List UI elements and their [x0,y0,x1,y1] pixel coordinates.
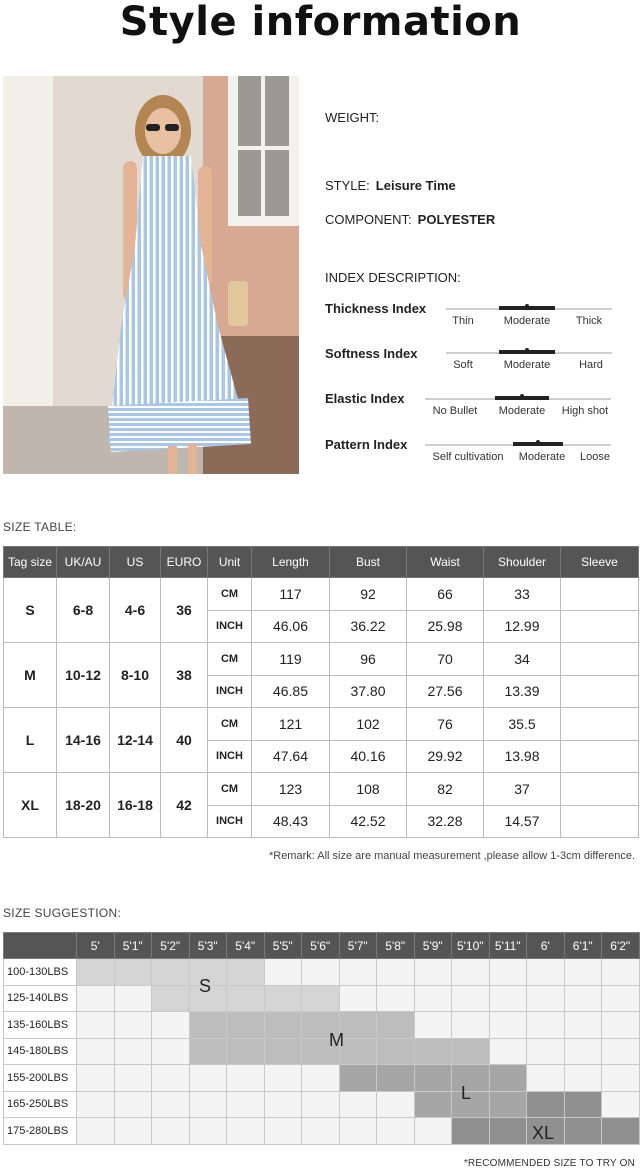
elastic-index-scale [425,394,611,416]
suggestion-cell [452,1012,490,1039]
suggestion-cell-s [264,985,302,1012]
length-cell: 47.64 [252,740,330,773]
sleeve-cell [561,610,639,643]
thickness-index-scale [446,304,612,326]
suggestion-cell [527,985,565,1012]
suggestion-cell [227,1091,265,1118]
suggestion-cell-m [264,1012,302,1039]
size-table [3,546,639,838]
weight-row [4,1038,640,1065]
weight-label: WEIGHT: [325,110,380,125]
height-header: 5'1" [114,933,152,959]
suggestion-cell-xl [602,1118,640,1145]
suggestion-cell-s [227,985,265,1012]
size-remark: *Remark: All size are manual measurement ,please allow 1-3cm difference. [268,850,635,862]
weight-row [4,1065,640,1092]
suggestion-cell [527,1065,565,1092]
suggestion-cell [114,1012,152,1039]
suggestion-cell [114,1118,152,1145]
table-row [4,773,639,806]
height-header: 6'2" [602,933,640,959]
suggestion-cell [377,959,415,986]
uk-au-cell: 6-8 [57,578,110,643]
height-header: 5'9" [414,933,452,959]
scale-label: No Bullet [432,405,478,417]
product-photo [3,76,299,474]
weight-label: 125-140LBS [4,985,77,1012]
uk-au-cell: 18-20 [57,773,110,838]
scale-label: Thin [452,315,474,327]
us-cell: 8-10 [110,643,161,708]
shoulder-cell: 33 [484,578,561,611]
suggestion-cell [77,1091,115,1118]
height-header: 6'1" [564,933,602,959]
suggestion-cell [264,1118,302,1145]
suggestion-cell [189,1118,227,1145]
suggestion-cell-xl [527,1091,565,1118]
scale-label: Loose [580,451,610,463]
bust-cell: 42.52 [330,805,407,838]
suggestion-cell [602,1038,640,1065]
suggestion-cell-m [189,1038,227,1065]
unit-cell: INCH [208,610,252,643]
length-cell: 121 [252,708,330,741]
sleeve-cell [561,708,639,741]
weight-row [4,1012,640,1039]
weight-label: 135-160LBS [4,1012,77,1039]
scale-label: Soft [453,359,473,371]
unit-cell: INCH [208,740,252,773]
suggestion-cell-xl [452,1118,490,1145]
suggestion-cell-l [489,1065,527,1092]
suggestion-cell [264,1065,302,1092]
bust-cell: 36.22 [330,610,407,643]
uk-au-cell: 14-16 [57,708,110,773]
waist-cell: 32.28 [407,805,484,838]
shoulder-cell: 34 [484,643,561,676]
unit-cell: INCH [208,805,252,838]
suggestion-cell [527,1038,565,1065]
suggestion-cell [414,985,452,1012]
bust-cell: 102 [330,708,407,741]
thickness-index-marker [499,306,555,310]
thickness-index-label: Thickness Index [325,301,427,316]
scale-label: Moderate [503,359,551,371]
shoulder-cell: 13.39 [484,675,561,708]
tag-size-cell: M [4,643,57,708]
sleeve-cell [561,773,639,806]
suggestion-cell [264,959,302,986]
unit-cell: CM [208,643,252,676]
style-value: Leisure Time [375,178,456,193]
size-table-header [4,547,639,578]
euro-cell: 36 [161,578,208,643]
table-row [4,708,639,741]
scale-label: Hard [579,359,603,371]
sleeve-cell [561,643,639,676]
sleeve-cell [561,578,639,611]
column-header: EURO [161,547,208,578]
suggestion-cell [152,1118,190,1145]
suggestion-cell [302,1118,340,1145]
pattern-index-scale [425,440,611,462]
column-header: US [110,547,161,578]
suggestion-cell-s [152,959,190,986]
bust-cell: 37.80 [330,675,407,708]
column-header: Shoulder [484,547,561,578]
suggestion-cell [564,985,602,1012]
suggestion-cell [564,1012,602,1039]
tag-size-cell: XL [4,773,57,838]
suggestion-cell [602,1012,640,1039]
suggestion-cell [77,1012,115,1039]
suggestion-cell-s [152,985,190,1012]
size-suggestion-grid [3,932,640,1145]
zone-label-m: M [329,1030,344,1050]
waist-cell: 27.56 [407,675,484,708]
waist-cell: 70 [407,643,484,676]
suggestion-cell [302,1091,340,1118]
suggestion-cell [77,985,115,1012]
suggestion-cell [339,985,377,1012]
bust-cell: 92 [330,578,407,611]
suggestion-cell [152,1091,190,1118]
weight-label: 145-180LBS [4,1038,77,1065]
softness-index-scale [446,348,612,370]
suggestion-cell [114,1038,152,1065]
suggestion-cell [564,959,602,986]
shoulder-cell: 37 [484,773,561,806]
us-cell: 12-14 [110,708,161,773]
suggestion-cell-m [377,1012,415,1039]
height-header: 5'6" [302,933,340,959]
suggestion-cell [189,1091,227,1118]
column-header: Bust [330,547,407,578]
zone-label-xl: XL [532,1123,555,1143]
scale-label: Moderate [518,451,566,463]
suggestion-cell [77,1118,115,1145]
suggestion-cell [227,1065,265,1092]
suggestion-cell [339,1091,377,1118]
suggestion-cell [452,985,490,1012]
suggestion-cell [414,1118,452,1145]
unit-cell: INCH [208,675,252,708]
scale-label: High shot [561,405,609,417]
suggestion-cell [489,985,527,1012]
suggestion-cell-m [452,1038,490,1065]
suggestion-cell [564,1038,602,1065]
suggestion-cell-m [189,1012,227,1039]
suggestion-cell [339,1118,377,1145]
suggestion-cell [489,1012,527,1039]
suggestion-cell [302,1065,340,1092]
suggestion-cell [114,1091,152,1118]
height-header: 5' [77,933,115,959]
unit-cell: CM [208,773,252,806]
height-header: 6' [527,933,565,959]
weight-row [4,985,640,1012]
column-header: Sleeve [561,547,639,578]
shoulder-cell: 35.5 [484,708,561,741]
length-cell: 117 [252,578,330,611]
elastic-index-label: Elastic Index [325,391,405,406]
weight-label: 155-200LBS [4,1065,77,1092]
suggestion-cell [489,959,527,986]
suggestion-cell-s [302,985,340,1012]
suggestion-cell [527,1012,565,1039]
us-cell: 16-18 [110,773,161,838]
scale-label: Self cultivation [432,451,504,463]
shoulder-cell: 12.99 [484,610,561,643]
height-header: 5'7" [339,933,377,959]
bust-cell: 40.16 [330,740,407,773]
suggestion-cell [152,1038,190,1065]
suggestion-cell [339,959,377,986]
suggestion-cell [114,985,152,1012]
waist-cell: 29.92 [407,740,484,773]
suggestion-cell [602,959,640,986]
suggestion-cell-xl [489,1118,527,1145]
height-header: 5'8" [377,933,415,959]
weight-label: 100-130LBS [4,959,77,986]
suggestion-cell [377,1091,415,1118]
unit-cell: CM [208,708,252,741]
suggestion-cell-s [77,959,115,986]
height-header: 5'11" [489,933,527,959]
height-header: 5'3" [189,933,227,959]
suggestion-cell [114,1065,152,1092]
column-header: Unit [208,547,252,578]
suggestion-cell [414,959,452,986]
suggestion-cell [152,1012,190,1039]
suggestion-cell [227,1118,265,1145]
model-illustration [3,76,299,474]
suggestion-cell-m [339,1038,377,1065]
suggestion-cell [302,959,340,986]
component-value: POLYESTER [417,212,496,227]
tag-size-cell: S [4,578,57,643]
column-header: Length [252,547,330,578]
suggestion-cell [452,959,490,986]
suggestion-cell-l [414,1091,452,1118]
zone-label-s: S [199,976,212,996]
height-header: 5'2" [152,933,190,959]
elastic-index-marker [495,396,549,400]
suggestion-cell-l [339,1065,377,1092]
suggestion-cell-s [227,959,265,986]
suggestion-cell [77,1065,115,1092]
suggestion-cell [489,1038,527,1065]
column-header: Waist [407,547,484,578]
component-label: COMPONENT: [325,212,412,227]
waist-cell: 76 [407,708,484,741]
suggestion-cell-m [414,1038,452,1065]
recommend-footnote: *RECOMMENDED SIZE TO TRY ON [463,1158,635,1169]
sleeve-cell [561,675,639,708]
suggestion-cell [602,1091,640,1118]
length-cell: 46.06 [252,610,330,643]
length-cell: 48.43 [252,805,330,838]
height-header: 5'10" [452,933,490,959]
euro-cell: 38 [161,643,208,708]
unit-cell: CM [208,578,252,611]
suggestion-cell-m [227,1012,265,1039]
style-label: STYLE: [325,178,370,193]
weight-label: 175-280LBS [4,1118,77,1145]
suggestion-cell-xl [564,1118,602,1145]
shoulder-cell: 13.98 [484,740,561,773]
sleeve-cell [561,805,639,838]
suggestion-cell [377,1118,415,1145]
weight-label: 165-250LBS [4,1091,77,1118]
euro-cell: 42 [161,773,208,838]
table-row [4,578,639,611]
scale-label: Moderate [503,315,551,327]
suggestion-cell [527,959,565,986]
column-header: Tag size [4,547,57,578]
waist-cell: 66 [407,578,484,611]
suggestion-cell-xl [564,1091,602,1118]
scale-label: Thick [575,315,603,327]
sleeve-cell [561,740,639,773]
suggestion-cell-l [377,1065,415,1092]
size-table-label: SIZE TABLE: [3,520,77,534]
suggestion-cell-m [264,1038,302,1065]
weight-row [4,959,640,986]
table-row [4,643,639,676]
corner-header [4,933,77,959]
length-cell: 119 [252,643,330,676]
height-header-row [4,933,640,959]
waist-cell: 25.98 [407,610,484,643]
weight-row [4,1091,640,1118]
softness-index-marker [499,350,555,354]
suggestion-cell-m [377,1038,415,1065]
waist-cell: 82 [407,773,484,806]
suggestion-cell-m [339,1012,377,1039]
suggestion-cell-l [489,1091,527,1118]
zone-label-l: L [461,1083,472,1103]
length-cell: 123 [252,773,330,806]
suggestion-cell-s [114,959,152,986]
suggestion-cell [264,1091,302,1118]
suggestion-cell [414,1012,452,1039]
component-line [325,212,495,227]
us-cell: 4-6 [110,578,161,643]
suggestion-cell [602,985,640,1012]
height-header: 5'4" [227,933,265,959]
suggestion-cell [152,1065,190,1092]
height-header: 5'5" [264,933,302,959]
uk-au-cell: 10-12 [57,643,110,708]
euro-cell: 40 [161,708,208,773]
shoulder-cell: 14.57 [484,805,561,838]
length-cell: 46.85 [252,675,330,708]
bust-cell: 108 [330,773,407,806]
bust-cell: 96 [330,643,407,676]
scale-label: Moderate [498,405,546,417]
suggestion-cell [564,1065,602,1092]
pattern-index-marker [513,442,563,446]
pattern-index-label: Pattern Index [325,437,408,452]
tag-size-cell: L [4,708,57,773]
column-header: UK/AU [57,547,110,578]
style-line [325,178,456,193]
suggestion-cell-m [227,1038,265,1065]
suggestion-cell [189,1065,227,1092]
softness-index-label: Softness Index [325,346,418,361]
size-suggestion-label: SIZE SUGGESTION: [3,906,122,920]
suggestion-cell-l [414,1065,452,1092]
suggestion-cell [77,1038,115,1065]
index-description-label: INDEX DESCRIPTION: [325,270,461,285]
page-title: Style information [119,0,522,45]
suggestion-cell [602,1065,640,1092]
suggestion-cell [377,985,415,1012]
